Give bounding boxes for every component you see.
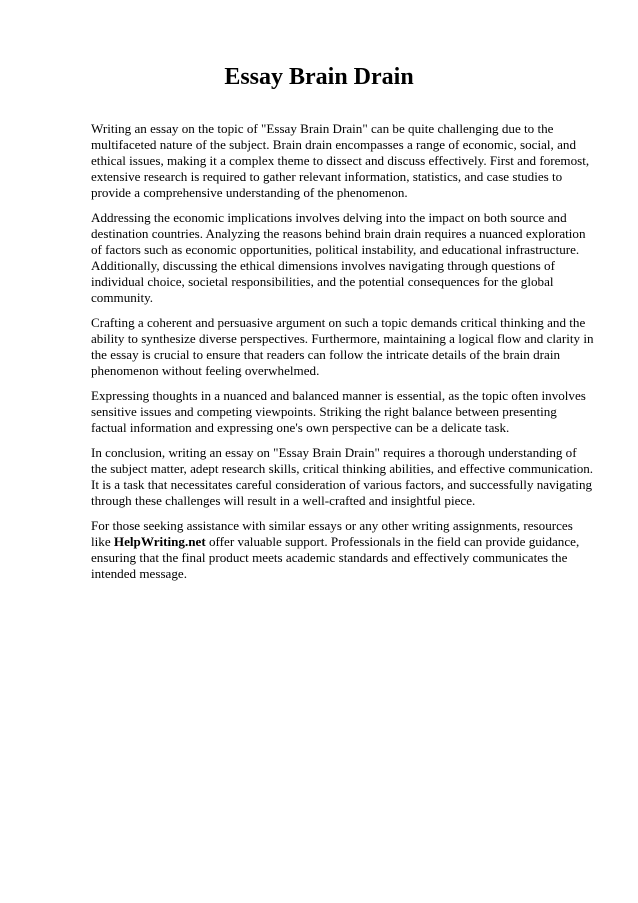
paragraph-6	[91, 518, 595, 582]
paragraph-2: Addressing the economic implications involves delving into the impact on both source and destination countries. Analyzing the reasons behind brain drain requires a nuanced exploration of factors such as economic opportunities, political instability, and educational infrastructure. Additionally, discussing the ethical dimensions involves navigating through questions of individual choice, societal responsibilities, and the potential consequences for the global community.	[91, 210, 586, 305]
paragraph-6-outro: offer valuable support. Professionals in the field can provide guidance, ensuring that the final product meets academic standards and effectively communicates the intended message.	[91, 534, 580, 581]
essay-body	[91, 121, 595, 591]
paragraph-4: Expressing thoughts in a nuanced and balanced manner is essential, as the topic often involves sensitive issues and competing viewpoints. Striking the right balance between presenting factual information and expressing one's own perspective can be a delicate task.	[91, 388, 586, 435]
helpwriting-brand-text: HelpWriting.net	[113, 534, 206, 549]
paragraph-5: In conclusion, writing an essay on "Essay Brain Drain" requires a thorough understanding of the subject matter, adept research skills, critical thinking abilities, and effective communication. It is a task that necessitates careful consideration of various factors, and successfully navigating through these challenges will result in a well-crafted and insightful piece.	[91, 445, 594, 508]
page-title: Essay Brain Drain	[224, 64, 414, 90]
paragraph-1: Writing an essay on the topic of "Essay Brain Drain" can be quite challenging due to the multifaceted nature of the subject. Brain drain encompasses a range of economic, social, and ethical issues, making it a complex theme to dissect and discuss effectively. First and foremost, extensive research is required to gather relevant information, statistics, and case studies to provide a comprehensive understanding of the phenomenon.	[91, 121, 590, 200]
paragraph-6-intro: For those seeking assistance with similar essays or any other writing assignments, resources like	[91, 518, 573, 549]
paragraph-3: Crafting a coherent and persuasive argument on such a topic demands critical thinking and the ability to synthesize diverse perspectives. Furthermore, maintaining a logical flow and clarity in the essay is crucial to ensure that readers can follow the intricate details of the brain drain phenomenon without feeling overwhelmed.	[91, 315, 594, 378]
